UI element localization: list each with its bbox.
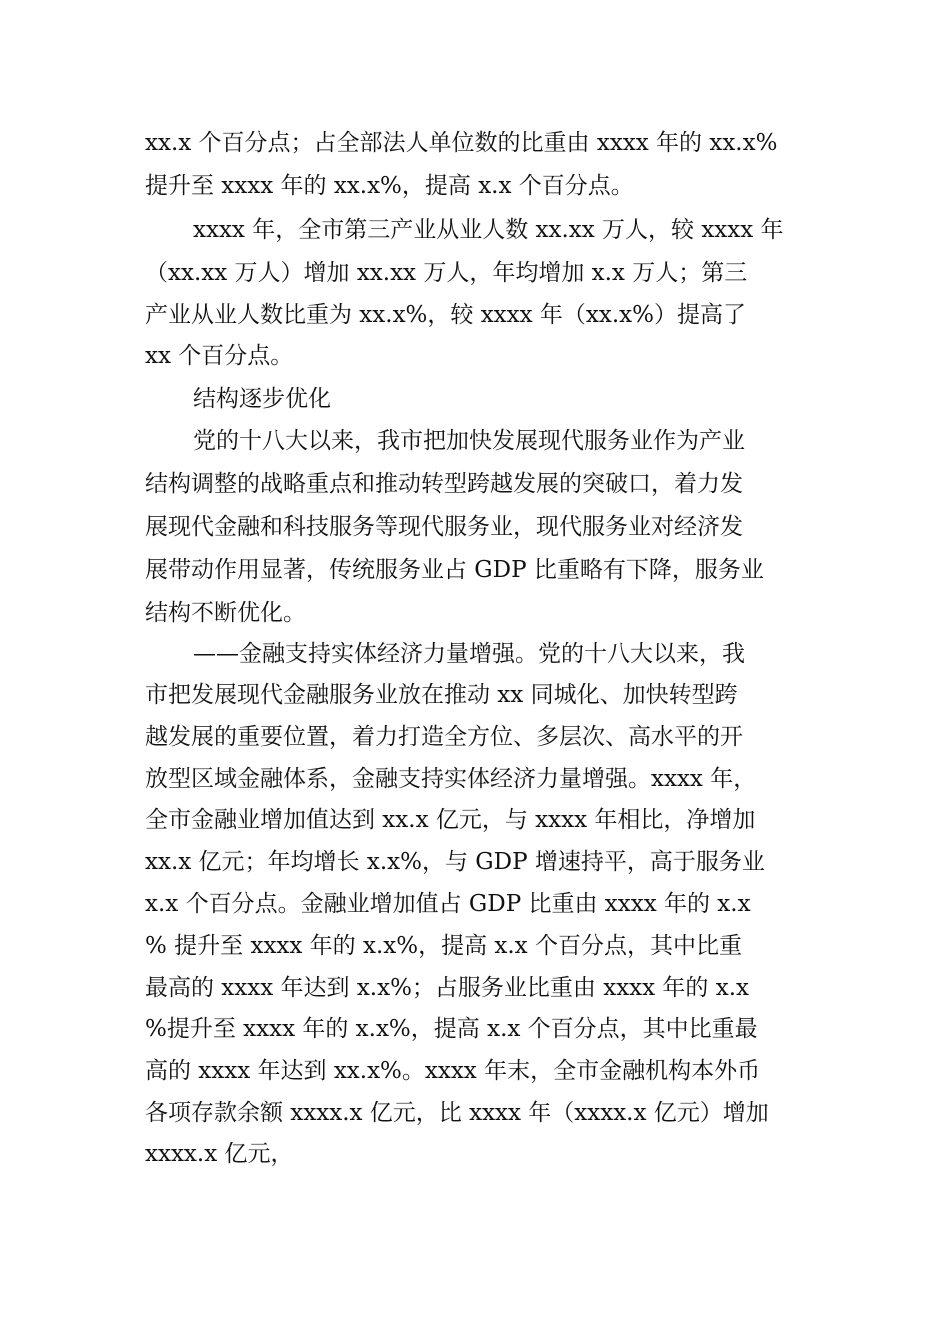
text-line: xxxx 年，全市第三产业从业人数 xx.xx 万人，较 xxxx 年 bbox=[193, 217, 784, 243]
text-line: 放型区域金融体系，金融支持实体经济力量增强。xxxx 年， bbox=[145, 766, 757, 792]
text-line: 市把发展现代金融服务业放在推动 xx 同城化、加快转型跨 bbox=[145, 682, 738, 708]
text-line: 越发展的重要位置，着力打造全方位、多层次、高水平的开 bbox=[145, 724, 743, 750]
section-heading: 结构逐步优化 bbox=[193, 386, 331, 412]
text-line: %提升至 xxxx 年的 x.x%，提高 x.x 个百分点，其中比重最 bbox=[145, 1016, 758, 1042]
text-line: xx.x 个百分点；占全部法人单位数的比重由 xxxx 年的 xx.x% bbox=[145, 130, 778, 156]
text-line: （xx.xx 万人）增加 xx.xx 万人，年均增加 x.x 万人；第三 bbox=[145, 260, 748, 286]
text-line: 提升至 xxxx 年的 xx.x%，提高 x.x 个百分点。 bbox=[145, 173, 634, 199]
text-line: xx 个百分点。 bbox=[145, 343, 294, 369]
text-line: 产业从业人数比重为 xx.x%，较 xxxx 年（xx.x%）提高了 bbox=[145, 302, 746, 328]
text-line: % 提升至 xxxx 年的 x.x%，提高 x.x 个百分点，其中比重 bbox=[145, 933, 742, 959]
text-line: 结构调整的战略重点和推动转型跨越发展的突破口，着力发 bbox=[145, 471, 743, 497]
text-line: x.x 个百分点。金融业增加值占 GDP 比重由 xxxx 年的 x.x bbox=[145, 891, 751, 917]
text-line: 全市金融业增加值达到 xx.x 亿元，与 xxxx 年相比，净增加 bbox=[145, 807, 756, 833]
text-line: 党的十八大以来，我市把加快发展现代服务业作为产业 bbox=[193, 428, 745, 454]
text-line: 最高的 xxxx 年达到 x.x%；占服务业比重由 xxxx 年的 x.x bbox=[145, 975, 749, 1001]
text-line: 展带动作用显著，传统服务业占 GDP 比重略有下降，服务业 bbox=[145, 557, 764, 583]
text-line: ——金融支持实体经济力量增强。党的十八大以来，我 bbox=[193, 641, 745, 667]
text-line: 各项存款余额 xxxx.x 亿元，比 xxxx 年（xxxx.x 亿元）增加 bbox=[145, 1100, 769, 1126]
text-line: xx.x 亿元；年均增长 x.x%，与 GDP 增速持平，高于服务业 bbox=[145, 849, 765, 875]
text-line: 结构不断优化。 bbox=[145, 600, 306, 626]
text-line: 展现代金融和科技服务等现代服务业，现代服务业对经济发 bbox=[145, 514, 743, 540]
text-line: 高的 xxxx 年达到 xx.x%。xxxx 年末，全市金融机构本外币 bbox=[145, 1058, 761, 1084]
text-line: xxxx.x 亿元， bbox=[145, 1141, 294, 1167]
